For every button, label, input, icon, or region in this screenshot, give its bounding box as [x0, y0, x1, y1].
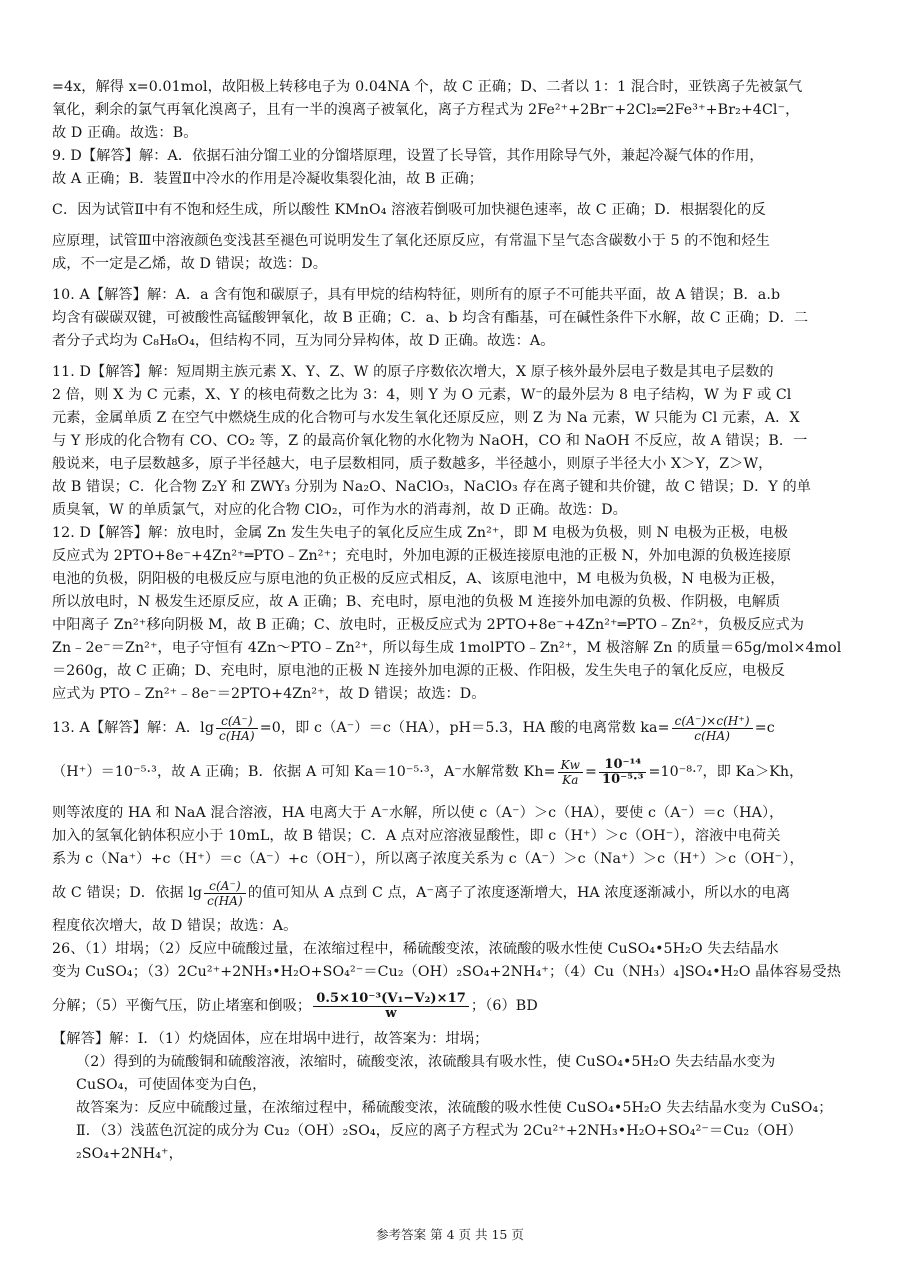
fraction: [672, 714, 753, 743]
text-segment: （H⁺）＝10⁻⁵·³，故 A 正确；B．依据 A 可知 Ka＝10⁻⁵·³，A⁻水解常数 Kh=: [52, 764, 556, 780]
text-line: 系为 c（Na⁺）+c（H⁺）＝c（A⁻）+c（OH⁻），所以离子浓度关系为 c（A⁻）＞c（Na⁺）＞c（H⁺）＞c（OH⁻），: [52, 851, 804, 867]
fraction-denominator: c(HA): [219, 728, 255, 743]
text-segment: =0，即 c（A⁻）＝c（HA），pH＝5.3，HA 酸的电离常数 ka=: [259, 720, 670, 736]
text-line: 般说来，电子层数越多，原子半径越大，电子层数相同，质子数越多，半径越小，则原子半径大小 X＞Y，Z＞W，: [52, 456, 773, 472]
text-line: 程度依次增大，故 D 错误；故选：A。: [52, 918, 298, 934]
text-line: 变为 CuSO₄；（3）2Cu²⁺+2NH₃•H₂O+SO₄²⁻＝Cu₂（OH）₂SO₄+2NH₄⁺；（4）Cu（NH₃）₄]SO₄•H₂O 晶体容易受热: [52, 964, 841, 980]
text-line: 应式为 PTO﹣Zn²⁺﹣8e⁻＝2PTO+4Zn²⁺，故 D 错误；故选：D。: [52, 686, 486, 702]
text-line: 【解答】解：Ⅰ．（1）灼烧固体，应在坩埚中进行，故答案为：坩埚；: [52, 1031, 489, 1047]
text-line: 元素，金属单质 Z 在空气中燃烧生成的化合物可与水发生氧化还原反应，则 Z 为 Na 元素，W 只能为 Cl 元素，A．X: [52, 410, 800, 426]
text-segment: 的值可知从 A 点到 C 点，A⁻离子了浓度逐渐增大，HA 浓度逐渐减小，所以水的电离: [247, 885, 791, 901]
fraction: [313, 992, 469, 1021]
fraction-denominator: c(HA): [694, 728, 731, 743]
text-line: [52, 871, 864, 915]
text-line: 电池的负极，阴阳极的电极反应与原电池的负正极的反应式相反，A、该原电池中，M 电极为负极，N 电极为正极，: [52, 571, 785, 587]
q26-line: 26、（1）坩埚；（2）反应中硫酸过量，在浓缩过程中，稀硫酸变浓，浓硫酸的吸水性使 CuSO₄•5H₂O 失去结晶水: [52, 941, 779, 957]
text-segment: =10⁻⁸·⁷，即 Ka＞Kh，: [648, 764, 804, 780]
q9-line: 9. D【解答】解：A．依据石油分馏工业的分馏塔原理，设置了长导管，其作用除导气外，兼起冷凝气体的作用，: [52, 148, 764, 164]
text-line: 故 A 正确；B．装置Ⅱ中冷水的作用是冷凝收集裂化油，故 B 正确；: [52, 171, 484, 187]
answer-key-page: [52, 76, 864, 1166]
text-line: （2）得到的为硫酸铜和硫酸溶液，浓缩时，硫酸变浓，浓硫酸具有吸水性，使 CuSO₄•5H₂O 失去结晶水变为: [76, 1054, 776, 1070]
fraction-numerator: c(A⁻): [216, 714, 258, 729]
text-line: 故 B 错误；C．化合物 Z₂Y 和 ZWY₃ 分别为 Na₂O、NaClO₃，NaClO₃ 存在离子键和共价键，故 C 错误；D．Y 的单: [52, 479, 812, 495]
text-line: 者分子式均为 C₈H₈O₄，但结构不同，互为同分异构体，故 D 正确。故选：A。: [52, 333, 555, 349]
fraction: [204, 879, 246, 908]
fraction-denominator: w: [385, 1005, 397, 1021]
fraction-denominator: 10⁻⁵·³: [602, 771, 644, 787]
text-segment: =c: [754, 720, 775, 736]
text-line: 故 D 正确。故选：B。: [52, 125, 198, 141]
fraction-numerator: 10⁻¹⁴: [599, 758, 646, 773]
text-line: [52, 984, 864, 1028]
fraction-denominator: c(HA): [207, 893, 243, 908]
q12-line: 12. D【解答】解：放电时，金属 Zn 发生失电子的氧化反应生成 Zn²⁺，即 M 电极为负极，则 N 电极为正极，电极: [52, 525, 788, 541]
text-line: 故答案为：反应中硫酸过量，在浓缩过程中，稀硫酸变浓，浓硫酸的吸水性使 CuSO₄•5H₂O 失去结晶水变为 CuSO₄；: [76, 1100, 833, 1116]
text-line: 成，不一定是乙烯，故 D 错误；故选：D。: [52, 256, 328, 272]
text-segment: 分解；（5）平衡气压，防止堵塞和倒吸；: [52, 998, 312, 1014]
text-line: 质臭氧，W 的单质氯气，对应的化合物 ClO₂，可作为水的消毒剂，故 D 正确。故选：D。: [52, 502, 627, 518]
text-line: =4x，解得 x=0.01mol，故阳极上转移电子为 0.04NA 个，故 C 正确；D、二者以 1：1 混合时，亚铁离子先被氯气: [52, 79, 803, 95]
text-segment: 13. A【解答】解：A．lg: [52, 720, 214, 736]
text-segment: =: [585, 764, 598, 780]
text-line: 所以放电时，N 极发生还原反应，故 A 正确；B、充电时，原电池的负极 M 连接外加电源的负极、作阴极，电解质: [52, 594, 781, 610]
text-line: Zn﹣2e⁻＝Zn²⁺，电子守恒有 4Zn～PTO﹣Zn²⁺，所以每生成 1molPTO﹣Zn²⁺，M 极溶解 Zn 的质量＝65g/mol×4mol: [52, 640, 842, 656]
fraction-denominator: Ka: [562, 772, 579, 787]
fraction-numerator: c(A⁻): [204, 879, 246, 894]
text-line: [52, 750, 864, 794]
text-segment: ；（6）BD: [470, 998, 538, 1014]
fraction-numerator: 0.5×10⁻³(V₁−V₂)×17: [313, 992, 469, 1007]
fraction: [558, 758, 583, 787]
text-line: C．因为试管Ⅱ中有不饱和烃生成，所以酸性 KMnO₄ 溶液若倒吸可加快褪色速率，故 C 正确；D．根据裂化的反: [52, 202, 766, 218]
text-line: 2 倍，则 X 为 C 元素，X、Y 的核电荷数之比为 3：4，则 Y 为 O 元素，W⁻的最外层为 8 电子结构，W 为 F 或 Cl: [52, 387, 792, 403]
fraction: [216, 714, 258, 743]
text-line: 加入的氢氧化钠体积应小于 10mL，故 B 错误；C．A 点对应溶液显酸性，即 c（H⁺）＞c（OH⁻），溶液中电荷关: [52, 828, 781, 844]
q11-line: 11. D【解答】解：短周期主族元素 X、Y、Z、W 的原子序数依次增大，X 原子核外最外层电子数是其电子层数的: [52, 364, 774, 380]
text-line: ＝260g，故 C 正确；D、充电时，原电池的正极 N 连接外加电源的正极、作阳极，发生失电子的氧化反应，电极反: [52, 663, 785, 679]
fraction-numerator: c(A⁻)×c(H⁺): [672, 714, 753, 729]
text-line: 反应式为 2PTO+8e⁻+4Zn²⁺═PTO﹣Zn²⁺；充电时，外加电源的正极连接原电池的正极 N，外加电源的负极连接原: [52, 548, 792, 564]
text-line: Ⅱ．（3）浅蓝色沉淀的成分为 Cu₂（OH）₂SO₄，反应的离子方程式为 2Cu²⁺+2NH₃•H₂O+SO₄²⁻＝Cu₂（OH）: [76, 1123, 802, 1139]
page-footer: 参考答案 第 4 页 共 15 页: [376, 1227, 524, 1242]
text-line: 氧化，剩余的氯气再氧化溴离子，且有一半的溴离子被氧化，离子方程式为 2Fe²⁺+2Br⁻+2Cl₂═2Fe³⁺+Br₂+4Cl⁻，: [52, 102, 800, 118]
q13-line: [52, 706, 864, 750]
text-line: ₂SO₄+2NH₄⁺，: [76, 1146, 183, 1162]
text-line: 均含有碳碳双键，可被酸性高锰酸钾氧化，故 B 正确；C．a、b 均含有酯基，可在碱性条件下水解，故 C 正确；D．二: [52, 310, 809, 326]
fraction-numerator: Kw: [558, 758, 583, 773]
q10-line: 10. A【解答】解：A．a 含有饱和碳原子，具有甲烷的结构特征，则所有的原子不可能共平面，故 A 错误；B．a.b: [52, 287, 781, 303]
fraction: [599, 758, 646, 787]
text-line: 中阳离子 Zn²⁺移向阴极 M，故 B 正确；C、放电时，正极反应式为 2PTO+8e⁻+4Zn²⁺═PTO﹣Zn²⁺，负极反应式为: [52, 617, 805, 633]
text-line: CuSO₄，可使固体变为白色，: [76, 1077, 267, 1093]
text-segment: 故 C 错误；D．依据 lg: [52, 885, 203, 901]
text-line: 则等浓度的 HA 和 NaA 混合溶液，HA 电离大于 A⁻水解，所以使 c（A⁻）＞c（HA），要使 c（A⁻）＝c（HA），: [52, 805, 784, 821]
text-line: 应原理，试管Ⅲ中溶液颜色变浅甚至褪色可说明发生了氧化还原反应，有常温下呈气态含碳数小于 5 的不饱和烃生: [52, 233, 770, 249]
text-line: 与 Y 形成的化合物有 CO、CO₂ 等，Z 的最高价氧化物的水化物为 NaOH，CO 和 NaOH 不反应，故 A 错误；B．一: [52, 433, 808, 449]
